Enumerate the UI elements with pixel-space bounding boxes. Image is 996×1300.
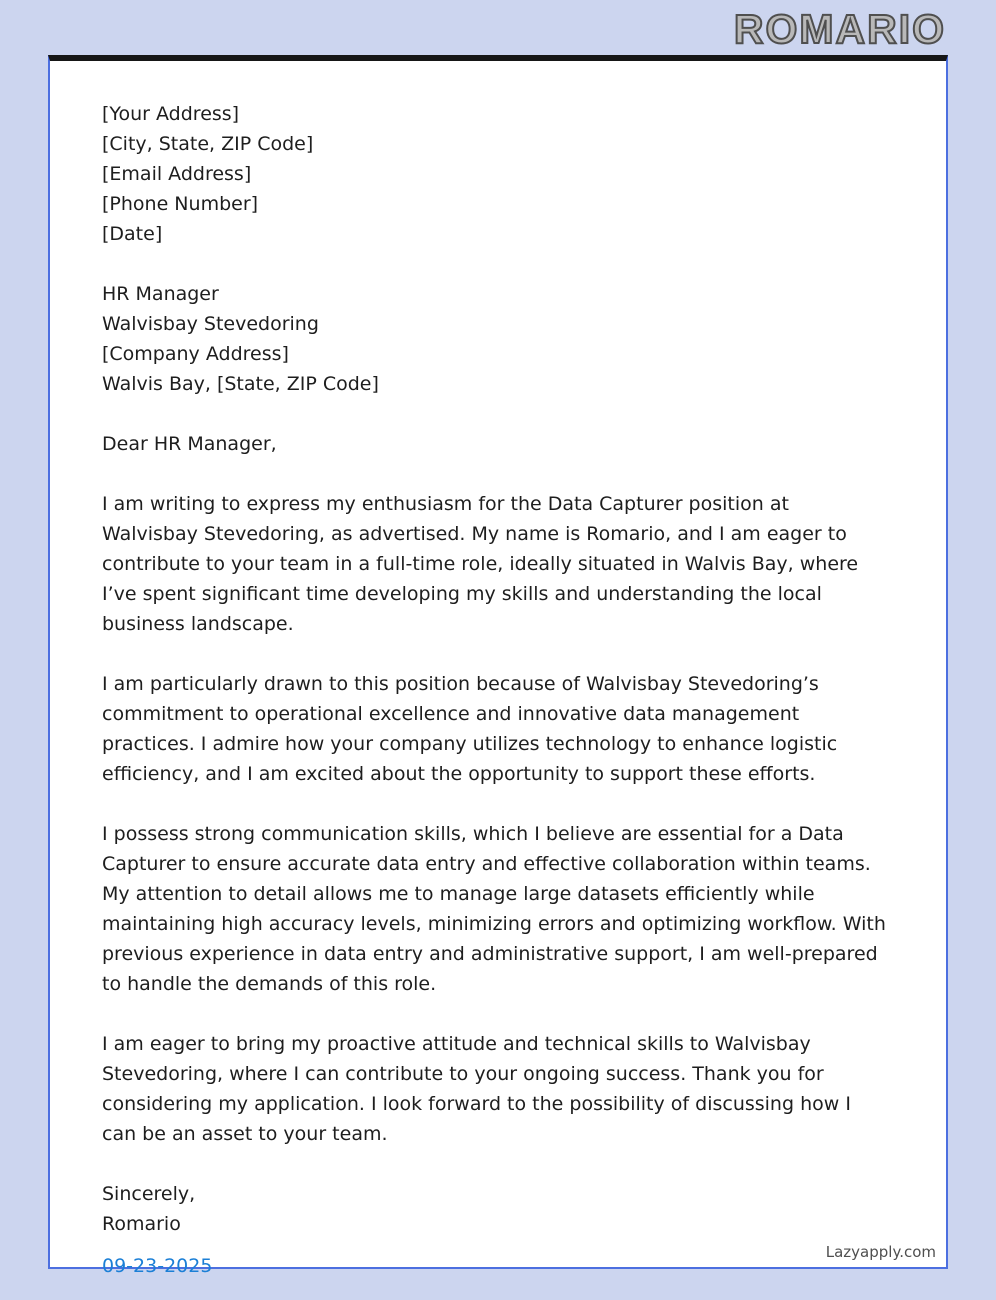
closing-phrase: Sincerely, — [102, 1183, 196, 1205]
recipient-line: Walvis Bay, [State, ZIP Code] — [102, 373, 379, 395]
sender-address-line: [Your Address] — [102, 103, 240, 125]
sender-address-line: [Date] — [102, 223, 163, 245]
letter-body — [50, 61, 946, 1281]
sender-address-line: [Phone Number] — [102, 193, 259, 215]
sender-address-block — [102, 99, 888, 249]
salutation: Dear HR Manager, — [102, 433, 277, 455]
body-paragraph: I am eager to bring my proactive attitude and technical skills to Walvisbay Stevedoring, where I can contribute to your ongoing success. Thank you for considering my application. I look forward to the possibility of discussing how I can be an asset to your team. — [102, 1033, 851, 1145]
sender-address-line: [Email Address] — [102, 163, 252, 185]
recipient-line: HR Manager — [102, 283, 219, 305]
letter-document — [48, 55, 948, 1277]
closing-block — [102, 1179, 888, 1239]
sender-address-line: [City, State, ZIP Code] — [102, 133, 314, 155]
recipient-address-block — [102, 279, 888, 399]
brand-logo: ROMARIO — [733, 6, 946, 52]
recipient-line: Walvisbay Stevedoring — [102, 313, 319, 335]
letter-date: 09-23-2025 — [102, 1255, 213, 1277]
body-paragraph: I am writing to express my enthusiasm for the Data Capturer position at Walvisbay Stevedoring, as advertised. My name is Romario, and I am eager to contribute to your team in a full-time role, ideally situated in Walvis Bay, where I’ve spent significant time developing my skills and understanding the local business landscape. — [102, 493, 859, 635]
watermark-text: Lazyapply.com — [825, 1243, 936, 1261]
body-paragraph: I am particularly drawn to this position because of Walvisbay Stevedoring’s commitment to operational excellence and innovative data management practices. I admire how your company utilizes technology to enhance logistic efficiency, and I am excited about the opportunity to support these efforts. — [102, 673, 838, 785]
recipient-line: [Company Address] — [102, 343, 289, 365]
signature-name: Romario — [102, 1213, 181, 1235]
body-paragraph: I possess strong communication skills, which I believe are essential for a Data Capturer to ensure accurate data entry and effective collaboration within teams. My attention to detail allows me to manage large datasets efficiently while maintaining high accuracy levels, minimizing errors and optimizing workflow. With previous experience in data entry and administrative support, I am well-prepared to handle the demands of this role. — [102, 823, 886, 995]
